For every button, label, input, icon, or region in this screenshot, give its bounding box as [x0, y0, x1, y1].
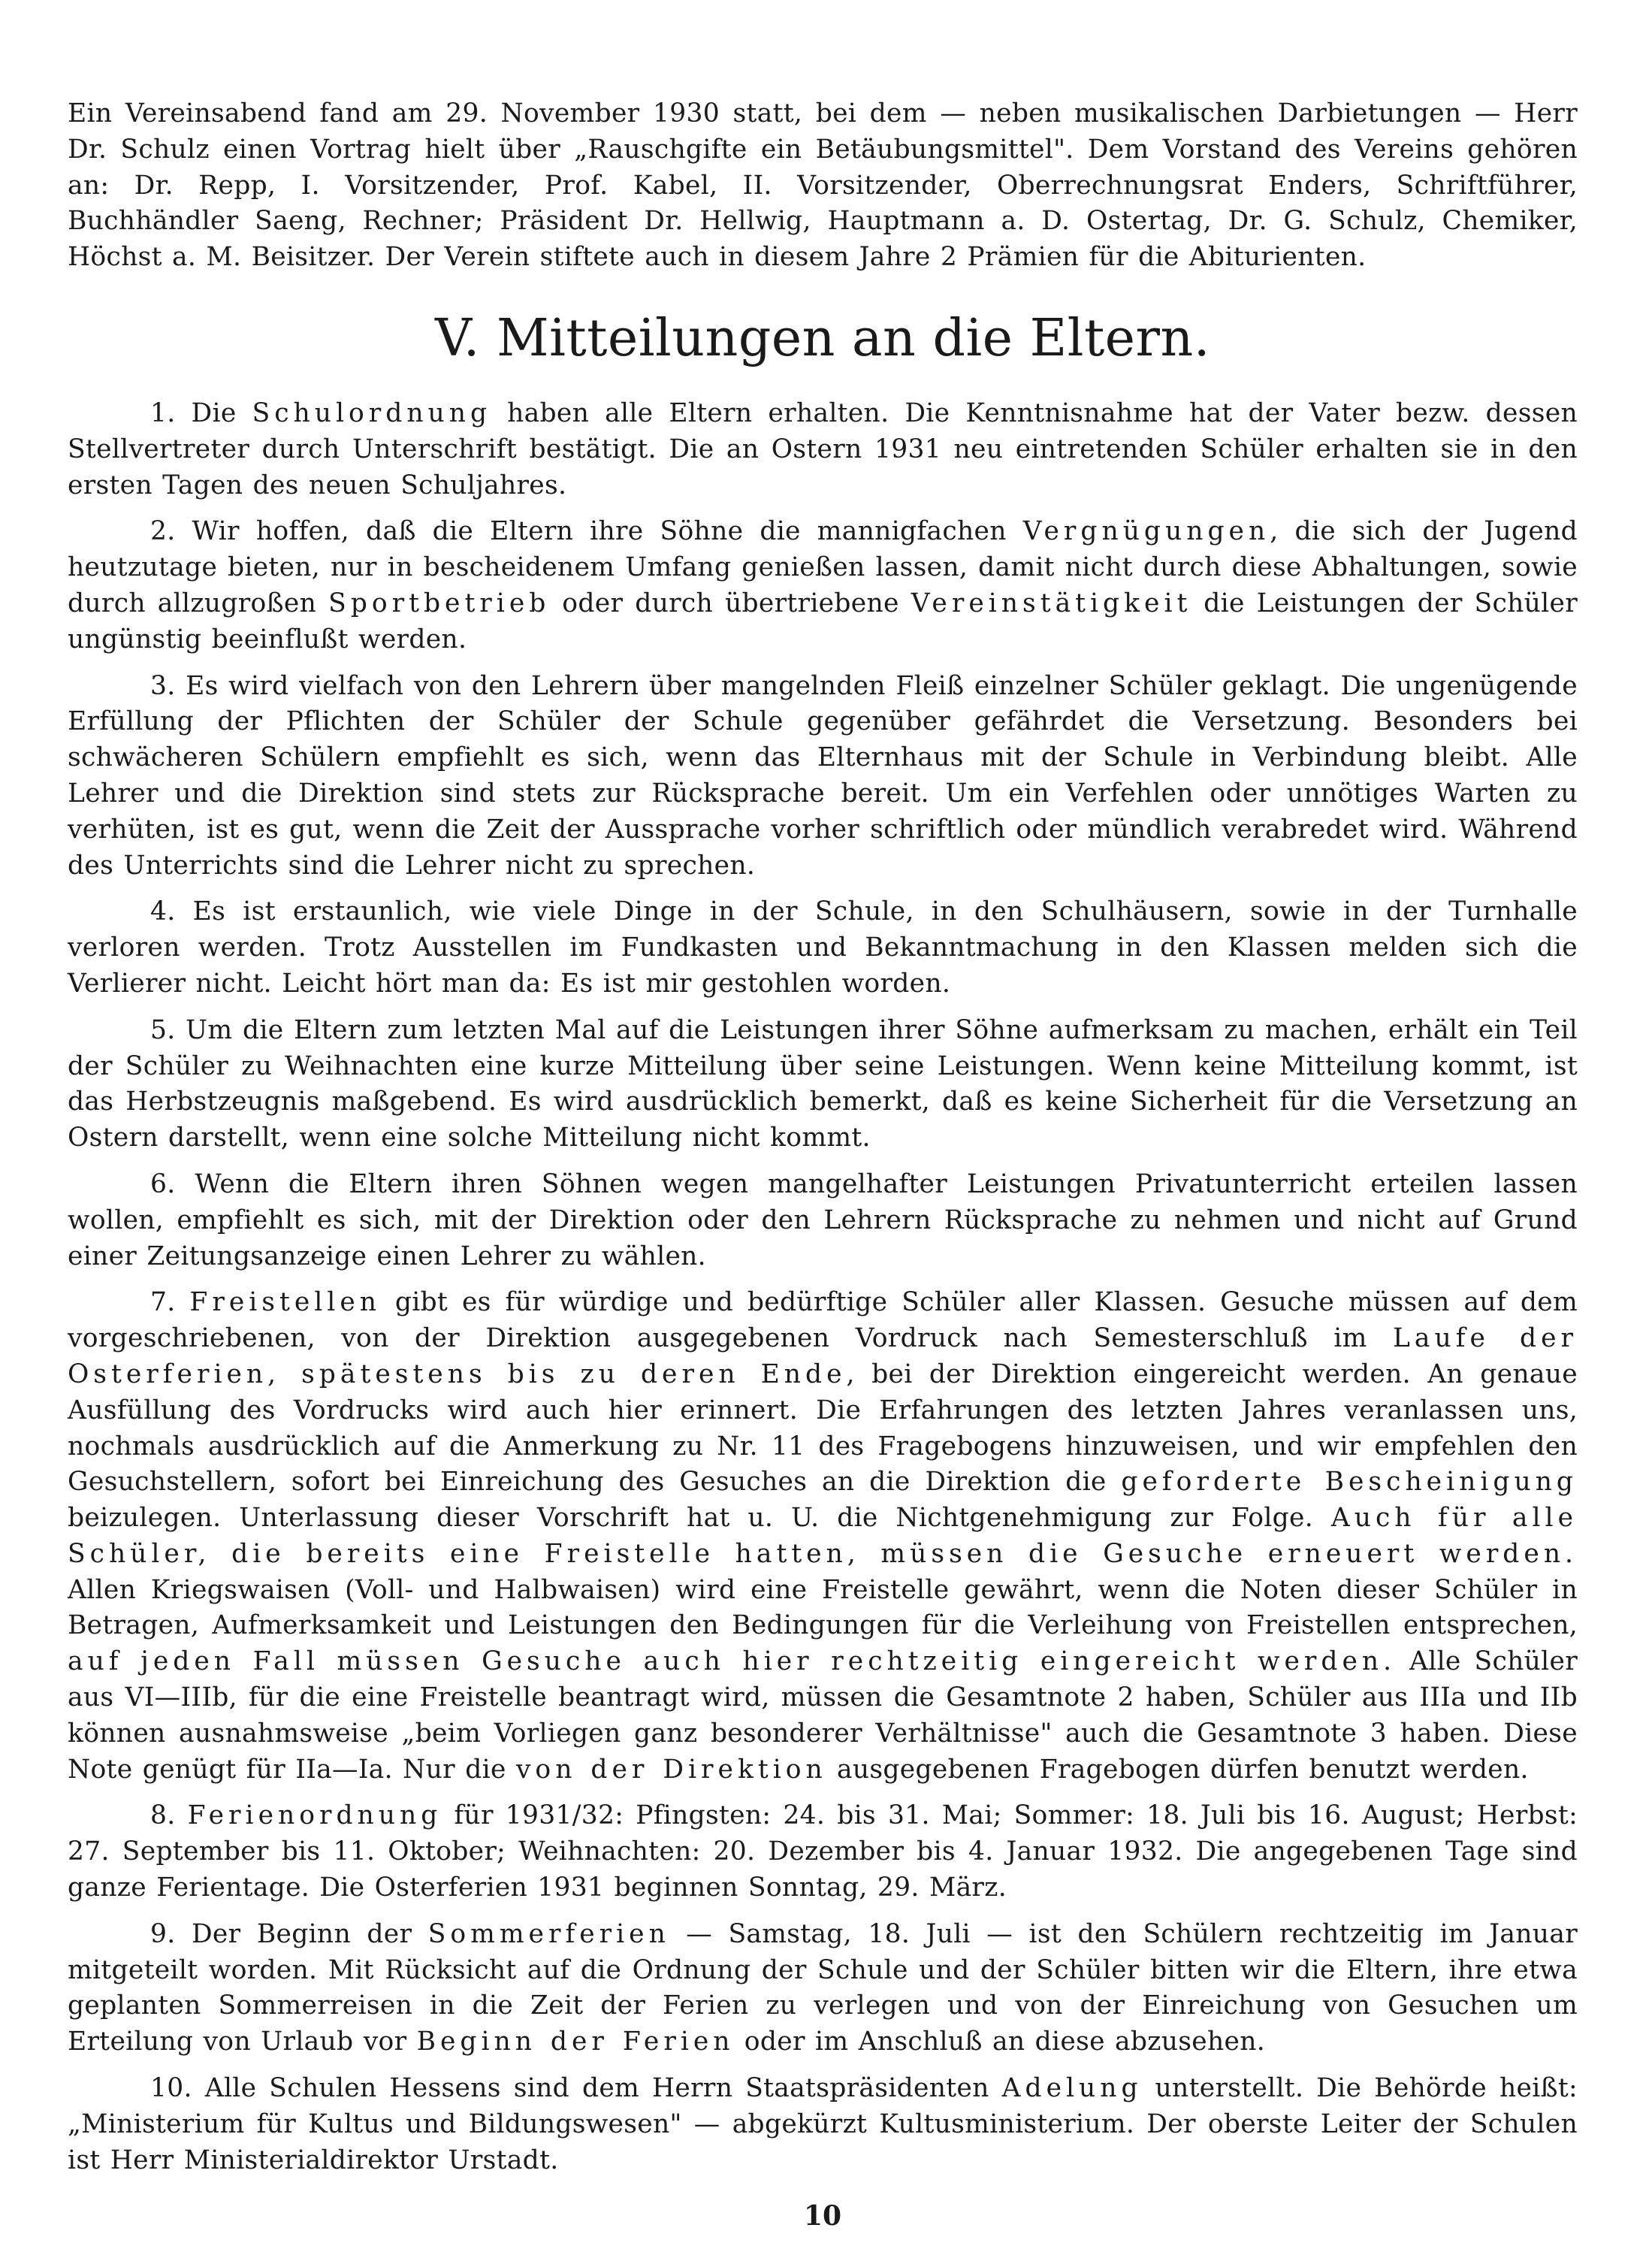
item-1-text: 1. Die — [150, 397, 252, 428]
item-9-text-2: — Samstag, 18. Juli — ist den Schülern rechtzeitig im Januar mitgeteilt worden. Mit Rücksicht auf die Ordnung der Schule und der Schüler bitten wir die Eltern, ihre etwa geplanten Sommerreisen in die Zeit der Ferien zu verlegen und von der Einreichung von Gesuchen um Erteilung von Urlaub vor — [68, 1918, 1578, 2057]
item-7-emphasis-4: Auch für alle Schüler, die bereits eine Freistelle hatten, müssen die Gesuche erneuert werden. — [68, 1503, 1578, 1569]
item-1-text-end: haben alle Eltern erhalten. Die Kenntnisnahme hat der Vater bezw. dessen Stellvertreter durch Unterschrift bestätigt. Die an Ostern 1931 neu eintretenden Schüler erhalten sie in den ersten Tagen des neuen Schuljahres. — [68, 397, 1578, 500]
item-9 — [68, 1917, 1578, 2060]
item-7-emphasis-2: Laufe der Osterferien, spätestens bis zu deren Ende — [68, 1323, 1578, 1389]
item-2-text-3: oder durch übertriebene — [550, 588, 911, 618]
item-7-text-end: ausgegebenen Fragebogen dürfen benutzt werden. — [826, 1754, 1529, 1785]
item-10-text-end: unterstellt. Die Behörde heißt: „Ministerium für Kultus und Bildungswesen" — abgekürzt Kultusministerium. Der oberste Leiter der Schulen ist Herr Ministerialdirektor Urstadt. — [68, 2073, 1578, 2175]
page-number: 10 — [803, 2200, 842, 2232]
item-7 — [68, 1285, 1578, 1788]
item-9-text: 9. Der Beginn der — [150, 1918, 428, 1949]
item-8-text-end: für 1931/32: Pfingsten: 24. bis 31. Mai; Sommer: 18. Juli bis 16. August; Herbst: 27. September bis 11. Oktober; Weihnachten: 20. Dezember bis 4. Januar 1932. Die angegebenen Tage sind ganze Ferientage. Die Osterferien 1931 beginnen Sonntag, 29. März. — [68, 1800, 1578, 1903]
item-9-text-end: oder im Anschluß an diese abzusehen. — [734, 2027, 1266, 2057]
item-7-text-3: , bei der Direktion eingereicht werden. An genaue Ausfüllung des Vordrucks wird auch hier erinnert. Die Erfahrungen des letzten Jahres veranlassen uns, nochmals ausdrücklich auf die Anmerkung zu Nr. 11 des Fragebogens hinzuweisen, und wir empfehlen den Gesuchstellern, sofort bei Einreichung des Gesuches an die Direktion die — [68, 1359, 1578, 1498]
item-1 — [68, 396, 1578, 503]
item-7-text-6: Alle Schüler aus VI—IIIb, für die eine Freistelle beantragt wird, müssen die Gesamtnote 2 haben, Schüler aus IIIa und IIb können ausnahmsweise „beim Vorliegen ganz besonderer Verhältnisse" auch die Gesamtnote 3 haben. Diese Note genügt für IIa—Ia. Nur die — [68, 1646, 1578, 1785]
item-7-text-2: gibt es für würdige und bedürftige Schüler aller Klassen. Gesuche müssen auf dem vorgeschriebenen, von der Direktion ausgegebenen Vordruck nach Semesterschluß im — [68, 1287, 1578, 1354]
item-7-emphasis-3: geforderte Bescheinigung — [1121, 1467, 1578, 1498]
item-7-text: 7. — [150, 1287, 190, 1318]
item-7-text-5: Allen Kriegswaisen (Voll- und Halbwaisen) wird eine Freistelle gewährt, wenn die Noten dieser Schüler in Betragen, Aufmerksamkeit und Leistungen den Bedingungen für die Verleihung von Freistellen entsprechen, — [68, 1574, 1578, 1641]
item-2-text-end: die Leistungen der Schüler ungünstig beeinflußt werden. — [68, 588, 1578, 654]
item-5: 5. Um die Eltern zum letzten Mal auf die Leistungen ihrer Söhne aufmerksam zu machen, erhält ein Teil der Schüler zu Weihnachten eine kurze Mitteilung über seine Leistungen. Wenn keine Mitteilung kommt, ist das Herbstzeugnis maßgebend. Es wird ausdrücklich bemerkt, daß es keine Sicherheit für die Versetzung an Ostern darstellt, wenn eine solche Mitteilung nicht kommt. — [68, 1014, 1578, 1153]
item-6: 6. Wenn die Eltern ihren Söhnen wegen mangelhafter Leistungen Privatunterricht erteilen lassen wollen, empfiehlt es sich, mit der Direktion oder den Lehrern Rücksprache zu nehmen und nicht auf Grund einer Zeitungsanzeige einen Lehrer zu wählen. — [68, 1168, 1578, 1271]
section-heading: V. Mitteilungen an die Eltern. — [435, 308, 1210, 368]
item-7-text-4: beizulegen. Unterlassung dieser Vorschrift hat u. U. die Nichtgenehmigung zur Folge. — [68, 1503, 1331, 1534]
item-8-emphasis: Ferienordnung — [187, 1800, 442, 1831]
item-3: 3. Es wird vielfach von den Lehrern über mangelnden Fleiß einzelner Schüler geklagt. Die ungenügende Erfüllung der Pflichten der Schüler der Schule gegenüber gefährdet die Versetzung. Besonders bei schwächeren Schülern empfiehlt es sich, wenn das Elternhaus mit der Schule in Verbindung bleibt. Alle Lehrer und die Direktion sind stets zur Rücksprache bereit. Um ein Verfehlen oder unnötiges Warten zu verhüten, ist es gut, wenn die Zeit der Aussprache vorher schriftlich oder mündlich verabredet wird. Während des Unterrichts sind die Lehrer nicht zu sprechen. — [68, 670, 1578, 881]
item-7-emphasis-6: von der Direktion — [515, 1754, 827, 1785]
item-2-text: 2. Wir hoffen, daß die Eltern ihre Söhne die mannigfachen — [150, 516, 1023, 547]
item-10 — [68, 2071, 1578, 2178]
item-2-emphasis-2: Sportbetrieb — [328, 588, 551, 618]
document-page — [68, 96, 1578, 2245]
item-7-emphasis-5: auf jeden Fall müssen Gesuche auch hier rechtzeitig eingereicht werden. — [68, 1646, 1397, 1677]
item-2-text-2: , die sich der Jugend heutzutage bieten, nur in bescheidenem Umfang genießen lassen, damit nicht durch diese Abhaltungen, sowie durch allzugroßen — [68, 516, 1578, 618]
item-1-emphasis: Schulordnung — [252, 397, 492, 428]
item-2-emphasis-1: Vergnügungen — [1022, 516, 1270, 547]
item-10-emphasis: Adelung — [1001, 2073, 1143, 2104]
item-10-text: 10. Alle Schulen Hessens sind dem Herrn Staatspräsidenten — [150, 2073, 1002, 2104]
item-9-emphasis-2: Beginn der Ferien — [416, 2027, 735, 2057]
item-7-emphasis-1: Freistellen — [189, 1287, 381, 1318]
item-2 — [68, 514, 1578, 657]
item-2-emphasis-3: Vereinstätigkeit — [911, 588, 1192, 618]
intro-paragraph: Ein Vereinsabend fand am 29. November 1930 statt, bei dem — neben musikalischen Darbietungen — Herr Dr. Schulz einen Vortrag hielt über „Rauschgifte ein Betäubungsmittel". Dem Vorstand des Vereins gehören an: Dr. Repp, I. Vorsitzender, Prof. Kabel, II. Vorsitzender, Oberrechnungsrat Enders, Schriftführer, Buchhändler Saeng, Rechner; Präsident Dr. Hellwig, Hauptmann a. D. Ostertag, Dr. G. Schulz, Chemiker, Höchst a. M. Beisitzer. Der Verein stiftete auch in diesem Jahre 2 Prämien für die Abiturienten. — [68, 98, 1578, 273]
item-4: 4. Es ist erstaunlich, wie viele Dinge in der Schule, in den Schulhäusern, sowie in der Turnhalle verloren werden. Trotz Ausstellen im Fundkasten und Bekanntmachung in den Klassen melden sich die Verlierer nicht. Leicht hört man da: Es ist mir gestohlen worden. — [68, 896, 1578, 999]
item-8 — [68, 1798, 1578, 1906]
item-8-text: 8. — [150, 1800, 188, 1831]
item-9-emphasis-1: Sommerferien — [427, 1918, 670, 1949]
